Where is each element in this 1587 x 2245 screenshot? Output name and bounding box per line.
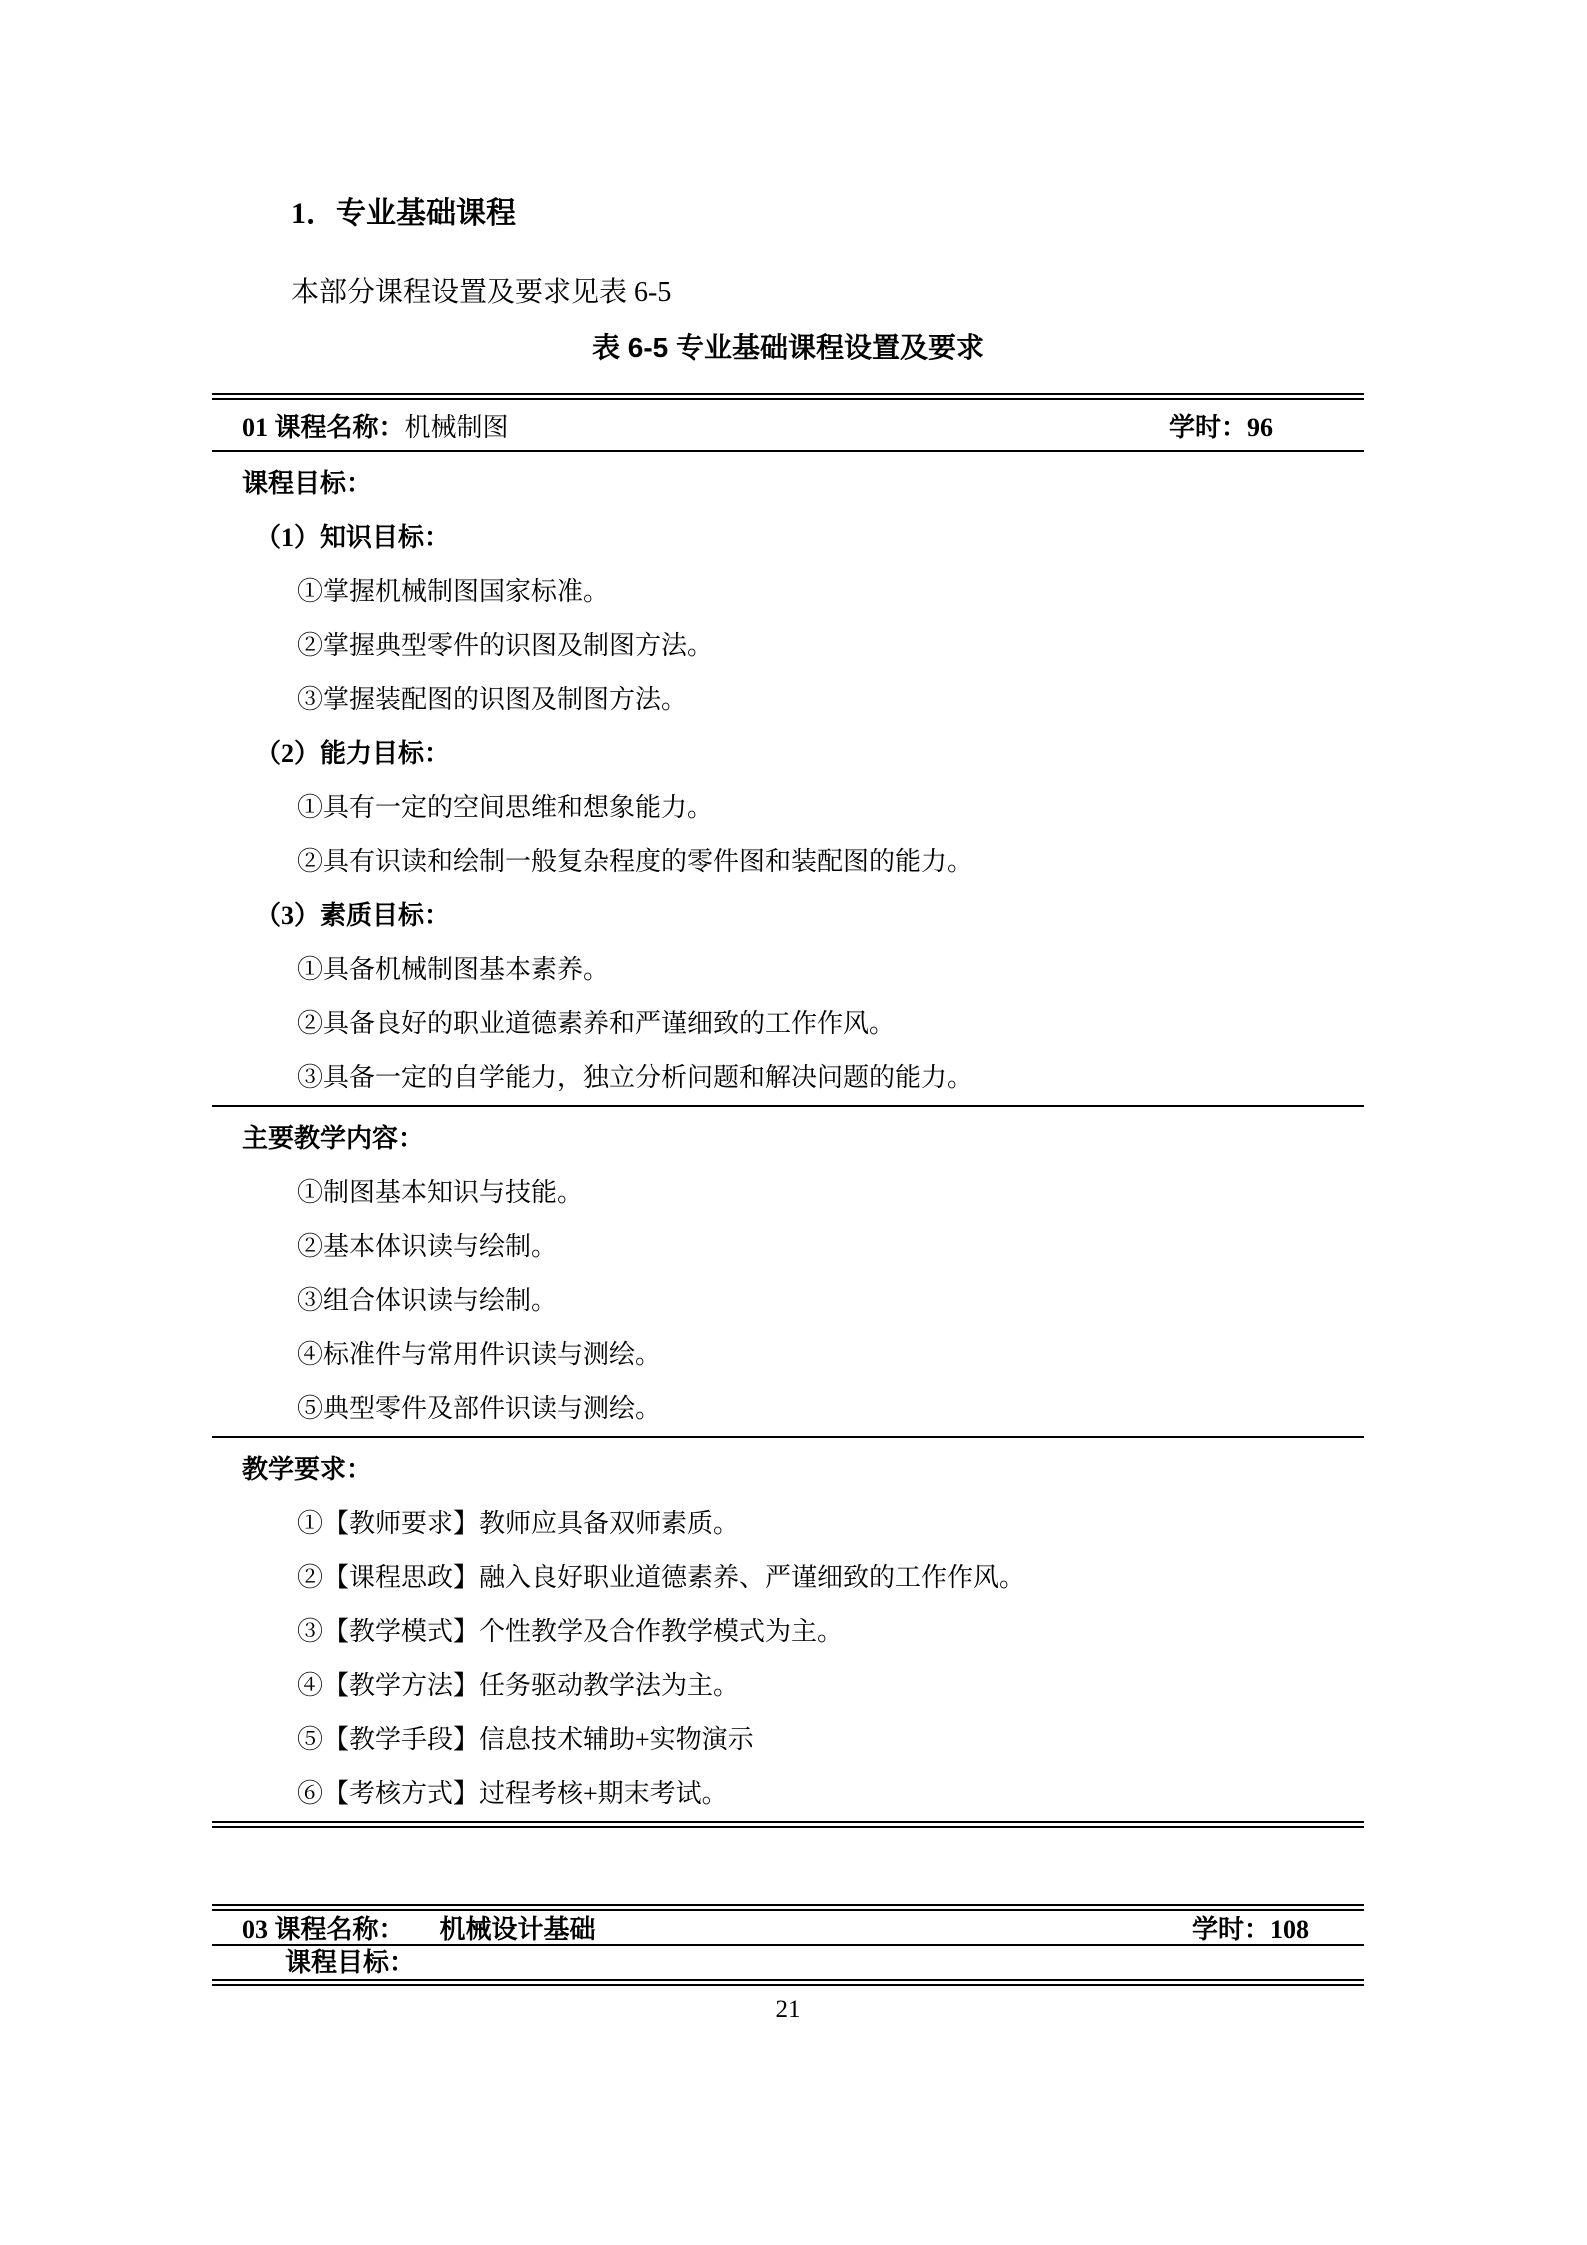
page-content xyxy=(212,0,1364,2024)
objective-item: ②具有识读和绘制一般复杂程度的零件图和装配图的能力。 xyxy=(297,847,974,876)
teaching-content-item: ③组合体识读与绘制。 xyxy=(297,1286,558,1315)
objective-group-heading: （1）知识目标： xyxy=(255,523,451,552)
course03-name-cell xyxy=(242,1909,596,1946)
teaching-requirement-item: ②【课程思政】融入良好职业道德素养、严谨细致的工作作风。 xyxy=(297,1563,1026,1592)
course03-table xyxy=(212,1904,1364,1986)
teaching-requirement-item: ④【教学方法】任务驱动教学法为主。 xyxy=(297,1671,740,1700)
intro-paragraph: 本部分课程设置及要求见表 6-5 xyxy=(291,277,672,308)
teaching-requirements-section xyxy=(212,1438,1364,1821)
teaching-requirement-item: ⑥【考核方式】过程考核+期末考试。 xyxy=(297,1779,728,1808)
hours-value: 96 xyxy=(1247,412,1273,442)
table-bottom-double-rule xyxy=(212,1821,1364,1828)
teaching-requirements-title: 教学要求： xyxy=(242,1455,373,1484)
course-number-label: 01 课程名称： xyxy=(242,412,405,442)
section-heading: 1．专业基础课程 xyxy=(291,197,516,230)
course03-objectives-title: 课程目标： xyxy=(285,1948,416,1977)
hours-label: 学时： xyxy=(1191,1915,1270,1944)
teaching-content-item: ⑤典型零件及部件识读与测绘。 xyxy=(297,1394,662,1423)
objective-item: ①掌握机械制图国家标准。 xyxy=(297,577,610,606)
table-bottom-double-rule xyxy=(212,1979,1364,1986)
objective-group-heading: （3）素质目标： xyxy=(255,901,451,930)
table-top-double-rule xyxy=(212,393,1364,400)
course01-header-row xyxy=(212,400,1364,450)
course03-hours-cell xyxy=(1192,1909,1309,1946)
teaching-requirement-item: ①【教师要求】教师应具备双师素质。 xyxy=(297,1509,740,1538)
objective-item: ③掌握装配图的识图及制图方法。 xyxy=(297,685,688,714)
objective-item: ③具备一定的自学能力，独立分析问题和解决问题的能力。 xyxy=(297,1063,974,1092)
objective-item: ②掌握典型零件的识图及制图方法。 xyxy=(297,631,714,660)
course-name: 机械设计基础 xyxy=(439,1915,596,1944)
teaching-content-title: 主要教学内容： xyxy=(242,1124,425,1153)
course03-header-row xyxy=(212,1911,1364,1944)
hours-value: 108 xyxy=(1270,1915,1309,1944)
teaching-requirement-item: ③【教学模式】个性教学及合作教学模式为主。 xyxy=(297,1617,844,1646)
teaching-requirement-item: ⑤【教学手段】信息技术辅助+实物演示 xyxy=(297,1725,754,1754)
table-gap xyxy=(212,1828,1364,1904)
objective-item: ①具有一定的空间思维和想象能力。 xyxy=(297,793,714,822)
course01-name-cell xyxy=(242,407,509,444)
teaching-content-item: ④标准件与常用件识读与测绘。 xyxy=(297,1340,662,1369)
course01-hours-cell xyxy=(1169,407,1273,444)
teaching-content-section xyxy=(212,1107,1364,1436)
hours-label: 学时： xyxy=(1168,412,1247,442)
objectives-title: 课程目标： xyxy=(242,469,373,498)
teaching-content-item: ②基本体识读与绘制。 xyxy=(297,1232,558,1261)
course-name: 机械制图 xyxy=(404,412,509,442)
table-caption: 表 6-5 专业基础课程设置及要求 xyxy=(591,332,985,363)
course-number-label: 03 课程名称： xyxy=(242,1915,405,1944)
teaching-content-item: ①制图基本知识与技能。 xyxy=(297,1178,584,1207)
objective-group-heading: （2）能力目标： xyxy=(255,739,451,768)
course01-table xyxy=(212,393,1364,1828)
course-objectives-section xyxy=(212,452,1364,1105)
objective-item: ①具备机械制图基本素养。 xyxy=(297,955,610,984)
page-number: 21 xyxy=(775,1996,801,2023)
objective-item: ②具备良好的职业道德素养和严谨细致的工作作风。 xyxy=(297,1009,896,1038)
